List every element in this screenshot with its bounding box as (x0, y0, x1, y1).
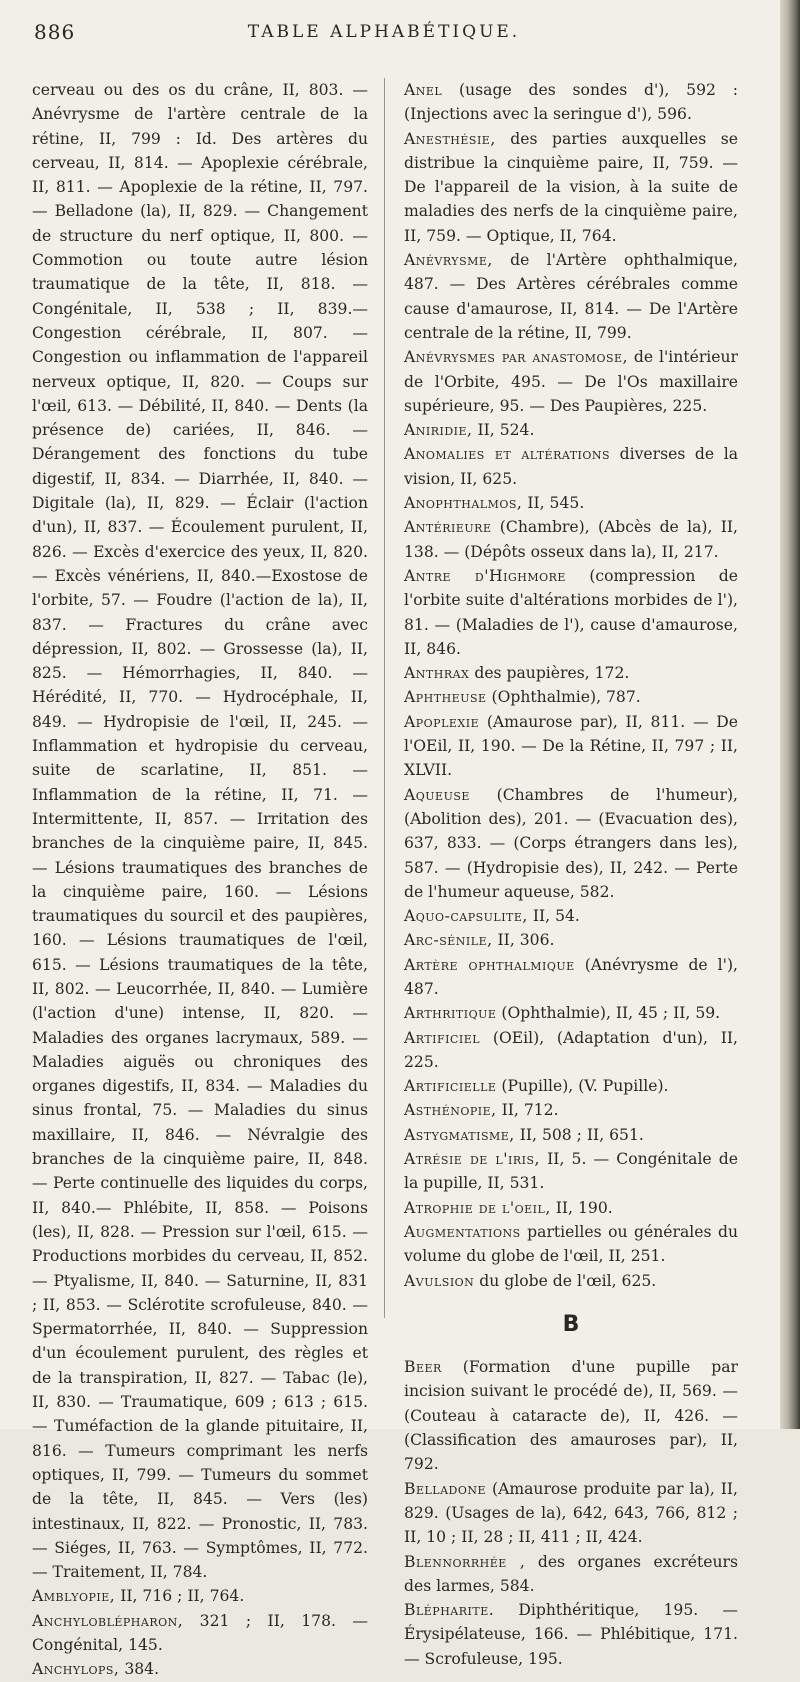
entry-headword: Antre d'Highmore (404, 566, 566, 585)
entry-text: II, 524. (472, 421, 535, 440)
entry-headword: Apoplexie (404, 712, 480, 731)
entry-text: II, 54. (527, 907, 580, 926)
index-entry (404, 783, 738, 904)
entry-text: des paupières, 172. (469, 664, 630, 683)
entry-headword: Aqueuse (404, 785, 470, 804)
entry-headword: Artificiel (404, 1028, 481, 1047)
entry-text: II, 545. (522, 494, 585, 513)
section-letter-b: B (562, 1311, 580, 1337)
entry-text: 384. (119, 1660, 160, 1679)
entry-text: de l'intérieur de l'Orbite, 495. — De l'Os maxillaire supérieure, 95. — Des Paupières, 225. (404, 348, 739, 415)
index-entry (404, 1550, 738, 1599)
entry-headword: Arthritique (404, 1004, 497, 1023)
index-entry (404, 127, 738, 248)
index-entry (404, 661, 738, 685)
entry-text: (compression de l'orbite suite d'altérations morbides de l'), 81. — (Maladies de l'), cause d'amaurose, II, 846. (404, 566, 738, 658)
index-entry (32, 1609, 368, 1658)
entry-headword: Aphtheuse (404, 688, 487, 707)
index-entry (404, 1355, 738, 1476)
entry-headword: Anévrysmes par anastomose, (404, 348, 629, 367)
entry-text: (Amaurose par), II, 811. — De l'OEil, II, 190. — De la Rétine, II, 797 ; II, XLVII. (404, 712, 738, 780)
entry-text: II, 5. — Congénitale de la pupille, II, 531. (404, 1150, 739, 1193)
entry-text: de l'Artère ophthalmique, 487. — Des Artères cérébrales comme cause d'amaurose, II, 814. — De l'Artère centrale de la rétine, II, 799. (404, 251, 738, 342)
entry-text: cerveau ou des os du crâne, II, 803. — Anévrysme de l'artère centrale de la rétine, II, 799 : Id. Des artères du cerveau, II, 814. — Apoplexie cérébrale, II, 811. — Apoplexie de la rétine, II, 797. — Belladone (la), II, 829. — Changement de structure du nerf optique, II, 800. — Commotion ou toute autre lésion traumatique de la tête, II, 818. —Congénitale, II, 538 ; II, 839.— Congestion cérébrale, II, 807. — Congestion ou inflammation de l'appareil nerveux optique, II, 820. — Coups sur l'œil, 613. — Débilité, II, 840. — Dents (la présence de) cariées, II, 846. — Dérangement des fonctions du tube digestif, II, 834. — Diarrhée, II, 840. — Digitale (la), II, 829. — Éclair (l'action d'un), II, 837. — Écoulement purulent, II, 826. — Excès d'exercice des yeux, II, 820. — Excès vénériens, II, 840.—Exostose de l'orbite, 57. — Foudre (l'action de la), II, 837. — Fractures du crâne avec dépression, II, 802. — Grossesse (la), II, 825. — Hémorrhagies, II, 840. — Hérédité, II, 770. — Hydrocéphale, II, 849. — Hydropisie de l'œil, II, 245. — Inflammation et hydropisie du cerveau, suite de scarlatine, II, 851. — Inflammation de la rétine, II, 71. — Intermittente, II, 857. — Irritation des branches de la cinquième paire, II, 845. — Lésions traumatiques des branches de la cinquième paire, 160. — Lésions traumatiques du sourcil et des paupières, 160. — Lésions traumatiques de l'œil, 615. — Lésions traumatiques de la tête, II, 802. — Leucorrhée, II, 840. — Lumière (l'action d'une) intense, II, 820. — Maladies des organes lacrymaux, 589. — Maladies aiguës ou chroniques des organes digestifs, II, 834. — Maladies du sinus frontal, 75. — Maladies du sinus maxillaire, II, 846. — Névralgie des branches de la cinquième paire, II, 848. — Perte continuelle des liquides du corps, II, 840.— Phlébite, II, 858. — Poisons (les), II, 828. — Pression sur l'œil, 615. — Productions morbides du cerveau, II, 852. — Ptyalisme, II, 840. — Saturnine, II, 831 ; II, 853. — Sclérotite scrofuleuse, 840. — Spermatorrhée, II, 840. — Suppression d'un écoulement purulent, des règles et de la transpiration, II, 827. — Tabac (le), II, 830. — Traumatique, 609 ; 613 ; 615. — Tuméfaction de la glande pituitaire, II, 816. — Tumeurs comprimant les nerfs optiques, II, 799. — Tumeurs du sommet de la tête, II, 845. — Vers (les) intestinaux, II, 822. — Pronostic, II, 783. — Siéges, II, 763. — Symptômes, II, 772. — Traitement, II, 784. (32, 81, 368, 1582)
entry-headword: Anthrax (404, 664, 470, 683)
entry-text: (Ophthalmie), 787. (486, 688, 641, 707)
entry-text: (Formation d'une pupille par incision suivant le procédé de), II, 569. — (Couteau à cataracte de), II, 426. — (Classification des amauroses par), II, 792. (404, 1358, 738, 1474)
entry-headword: Artère ophthalmique (404, 955, 575, 974)
index-entry (404, 1098, 738, 1122)
entry-headword: Atrésie de l'iris, (404, 1150, 540, 1169)
index-entry (404, 928, 738, 952)
entry-headword: Antérieure (404, 518, 492, 537)
running-title: TABLE ALPHABÉTIQUE. (247, 22, 521, 42)
index-entry (404, 1001, 738, 1025)
column-divider (384, 78, 385, 1318)
entry-headword: Blennorrhée , (404, 1552, 526, 1571)
entry-headword: Anchyloblépharon, (32, 1611, 184, 1630)
entry-headword: Anchylops, (32, 1660, 120, 1679)
entry-text: des organes excréteurs des larmes, 584. (404, 1552, 738, 1595)
index-entry (404, 1196, 738, 1220)
index-entry (32, 78, 368, 1584)
entry-text: (Chambre), (Abcès de la), II, 138. — (Dépôts osseux dans la), II, 217. (404, 518, 738, 561)
index-entry (404, 1598, 738, 1671)
entry-headword: Atrophie de l'oeil, (404, 1198, 551, 1217)
page-header (34, 20, 734, 50)
index-entry (404, 1026, 738, 1075)
entry-headword: Anomalies et altérations (404, 445, 611, 464)
entry-text: 321 ; II, 178. — Congénital, 145. (32, 1611, 368, 1654)
index-entry (404, 1147, 738, 1196)
entry-headword: Augmentations (404, 1222, 521, 1241)
index-entry (404, 710, 738, 783)
index-entry (404, 904, 738, 928)
entry-text: diverses de la vision, II, 625. (404, 445, 738, 488)
entry-headword: Astygmatisme, (404, 1125, 515, 1144)
index-entry (404, 248, 738, 345)
index-entry (32, 1657, 368, 1681)
index-entry (404, 345, 738, 418)
index-entry (404, 1123, 738, 1147)
entry-headword: Aquo-capsulite, (404, 907, 528, 926)
left-column (32, 78, 368, 1682)
page-number: 886 (34, 20, 76, 44)
entry-headword: Artificielle (404, 1077, 497, 1096)
entry-text: (Anévrysme de l'), 487. (404, 955, 739, 998)
entry-headword: Aniridie, (404, 421, 473, 440)
entry-text: II, 712. (496, 1101, 559, 1120)
index-entry (404, 1074, 738, 1098)
entry-text: II, 190. (550, 1198, 613, 1217)
entry-headword: Beer (404, 1358, 442, 1377)
entry-text: (Chambres de l'humeur), (Abolition des), 201. — (Evacuation des), 637, 833. — (Corps étrangers dans les), 587. — (Hydropisie des), II, 242. — Perte de l'humeur aqueuse, 582. (404, 785, 738, 901)
entry-headword: Amblyopie, (32, 1587, 116, 1606)
right-column (404, 78, 738, 1671)
entry-text: (usage des sondes d'), 592 : (Injections avec la seringue d'), 596. (404, 81, 738, 124)
index-entry (404, 418, 738, 442)
entry-text: partielles ou générales du volume du globe de l'œil, II, 251. (404, 1222, 738, 1266)
index-entry (404, 442, 738, 491)
entry-headword: Anophthalmos, (404, 494, 523, 513)
entry-headword: Belladone (404, 1479, 487, 1498)
entry-text: du globe de l'œil, 625. (474, 1271, 657, 1290)
entry-text: (Amaurose produite par la), II, 829. (Usages de la), 642, 643, 766, 812 ; II, 10 ; II, 28 ; II, 411 ; II, 424. (404, 1479, 738, 1547)
index-entry (404, 685, 738, 709)
entry-text: (Ophthalmie), II, 45 ; II, 59. (496, 1004, 721, 1023)
index-entry (32, 1584, 368, 1608)
entry-text: Diphthéritique, 195. — Érysipélateuse, 166. — Phlébitique, 171. — Scrofuleuse, 195. (404, 1601, 738, 1668)
entry-headword: Asthénopie, (404, 1101, 497, 1120)
entry-headword: Anesthésie, (404, 129, 496, 148)
entry-text: II, 508 ; II, 651. (514, 1125, 644, 1144)
index-entry (404, 491, 738, 515)
index-entry (404, 1269, 738, 1293)
entry-headword: Blépharite. (404, 1601, 495, 1620)
entry-headword: Arc-sénile, (404, 931, 493, 950)
index-entry (404, 1220, 738, 1269)
entry-text: (Pupille), (V. Pupille). (496, 1077, 669, 1096)
index-entry (404, 953, 738, 1002)
entry-text: II, 306. (492, 931, 555, 950)
index-entry (404, 515, 738, 564)
entry-headword: Avulsion (404, 1271, 475, 1290)
entry-headword: Anévrysme, (404, 251, 493, 270)
entry-headword: Anel (404, 81, 443, 99)
entry-text: (OEil), (Adaptation d'un), II, 225. (404, 1028, 738, 1071)
entry-text: II, 716 ; II, 764. (115, 1587, 245, 1606)
index-entry (404, 1477, 738, 1550)
page-edge-shadow (780, 0, 800, 1429)
index-entry (404, 564, 738, 661)
entry-text: des parties auxquelles se distribue la cinquième paire, II, 759. — De l'appareil de la vision, à la suite de maladies des nerfs de la cinquième paire, II, 759. — Optique, II, 764. (404, 129, 738, 245)
index-entry (404, 78, 738, 127)
